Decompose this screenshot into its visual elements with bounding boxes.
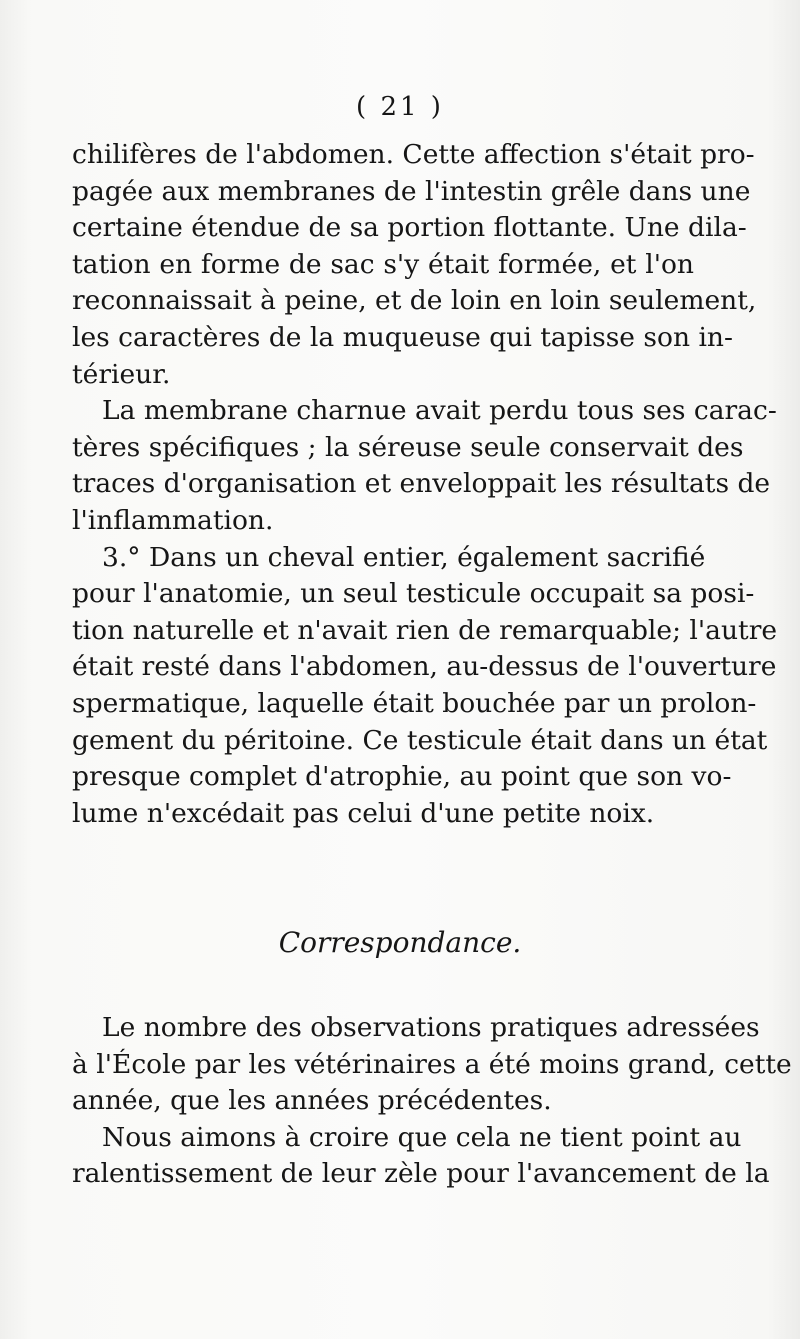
text-line: Nous aimons à croire que cela ne tient point au <box>102 1121 742 1153</box>
text-line: était resté dans l'abdomen, au-dessus de l'ouverture <box>72 651 777 683</box>
text-line: 3.° Dans un cheval entier, également sacrifié <box>102 541 706 573</box>
text-line: tation en forme de sac s'y était formée, et l'on <box>72 248 694 280</box>
text-line: tion naturelle et n'avait rien de remarquable; l'autre <box>72 614 778 646</box>
text-line: certaine étendue de sa portion flottante. Une dila- <box>72 212 747 244</box>
text-line: tères spécifiques ; la séreuse seule conservait des <box>72 431 744 463</box>
text-line: les caractères de la muqueuse qui tapisse son in- <box>72 321 733 353</box>
text-line: pour l'anatomie, un seul testicule occupait sa posi- <box>72 578 755 610</box>
text-line: Le nombre des observations pratiques adressées <box>102 1012 760 1043</box>
text-line: gement du péritoine. Ce testicule était dans un état <box>72 724 768 756</box>
body-text-bottom <box>72 1010 792 1193</box>
text-line: lume n'excédait pas celui d'une petite noix. <box>72 797 655 829</box>
text-line: La membrane charnue avait perdu tous ses carac- <box>102 395 777 427</box>
text-line: pagée aux membranes de l'intestin grêle dans une <box>72 175 751 207</box>
text-line: l'inflammation. <box>72 504 274 536</box>
page-number: ( 21 ) <box>356 92 444 122</box>
text-line: ralentissement de leur zèle pour l'avancement de la <box>72 1158 770 1190</box>
text-line: presque complet d'atrophie, au point que son vo- <box>72 761 732 793</box>
section-heading: Correspondance. <box>278 926 522 959</box>
text-line: chilifères de l'abdomen. Cette affection s'était pro- <box>72 139 755 170</box>
text-line: année, que les années précédentes. <box>72 1085 552 1117</box>
text-line: traces d'organisation et enveloppait les résultats de <box>72 468 771 500</box>
text-line: reconnaissait à peine, et de loin en loin seulement, <box>72 285 757 317</box>
body-text-top <box>72 137 778 832</box>
text-line: térieur. <box>72 358 171 390</box>
text-line: à l'École par les vétérinaires a été moins grand, cette <box>72 1048 792 1080</box>
text-line: spermatique, laquelle était bouchée par un prolon- <box>72 687 757 719</box>
